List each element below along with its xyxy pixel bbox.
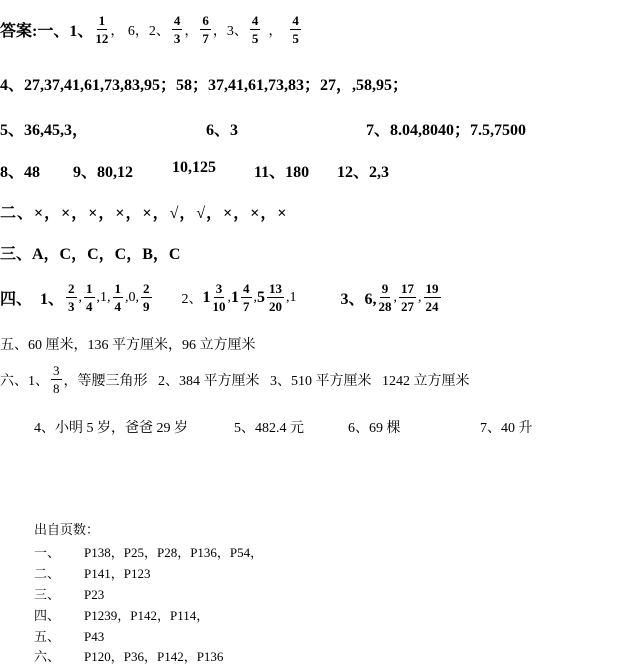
answer-text: 6、69 棵 xyxy=(348,421,401,436)
ref-row: 五、 P43 xyxy=(34,629,105,644)
answer-line-4c xyxy=(172,159,216,177)
answer-text: 9、80,12 xyxy=(73,164,134,181)
answer-text: , xyxy=(418,289,422,305)
answer-text: 5、482.4 元 xyxy=(234,421,304,436)
answer-text: ,1, xyxy=(96,289,111,305)
answer-line-10b xyxy=(234,417,304,437)
answer-line-4e xyxy=(337,159,389,182)
answer-text: 12、2,3 xyxy=(337,164,390,181)
answer-line-8 xyxy=(0,334,256,354)
answer-prefix: 答案:一、1、 xyxy=(0,23,94,40)
answer-line-10c xyxy=(348,417,401,437)
answer-text: 2、 xyxy=(181,291,203,307)
answer-text: ， xyxy=(184,23,199,39)
fraction: $\frac{4}{3}$ xyxy=(173,13,181,46)
answer-line-2 xyxy=(0,72,408,95)
answer-line-10a xyxy=(34,417,188,437)
mixed-number: 1 $\frac{3}{10}$ xyxy=(202,281,226,314)
ref-row: 一、 P138，P25，P28，P136，P54， xyxy=(34,545,264,560)
answer-text: , xyxy=(227,289,232,305)
fraction: $\frac{4}{5}$ xyxy=(292,13,299,46)
fraction: $\frac{4}{5}$ xyxy=(251,13,259,46)
answer-text: 五、60 厘米，136 平方厘米，96 立方厘米 xyxy=(0,338,256,353)
answer-line-4b xyxy=(73,159,133,182)
ref-row: 四、 P1239，P142，P114， xyxy=(34,608,210,623)
answer-text: 10,125 xyxy=(172,159,216,176)
fraction: $\frac{6}{7}$ xyxy=(202,13,209,46)
fraction: $\frac{2}{9}$ xyxy=(143,281,150,314)
ref-row: 三、 P23 xyxy=(34,587,105,602)
answer-text: 3、6, xyxy=(340,291,377,308)
answer-text: 六、1、 xyxy=(0,373,49,389)
answer-text: 4、小明 5 岁，爸爸 29 岁 xyxy=(34,421,188,436)
mixed-number: 5 $\frac{13}{20}$ xyxy=(257,281,283,314)
answer-text: 4、27,37,41,61,73,83,95；58；37,41,61,73,83；27，,58,95； xyxy=(0,77,409,94)
fraction: $\frac{1}{12}$ xyxy=(95,13,109,46)
ref-row: 二、 P141，P123 xyxy=(34,566,151,581)
answer-text: 8、48 xyxy=(0,164,41,181)
answer-text: 二、×，×，×，×，×，√，√，×，×，× xyxy=(0,205,288,222)
ref-row: 六、 P120，P36，P142，P136 xyxy=(34,649,224,664)
answer-text: ,1 xyxy=(286,289,297,305)
answer-text: , xyxy=(78,289,83,305)
answer-line-7 xyxy=(0,282,443,313)
answer-line-3c xyxy=(366,117,526,140)
fraction: $\frac{17}{27}$ xyxy=(401,281,415,314)
answer-line-3 xyxy=(0,117,88,140)
answer-line-5 xyxy=(0,200,288,223)
fraction: $\frac{9}{28}$ xyxy=(378,281,392,314)
fraction: $\frac{3}{8}$ xyxy=(53,363,60,396)
fraction: $\frac{1}{4}$ xyxy=(86,281,93,314)
answer-text: 7、40 升 xyxy=(480,421,533,436)
answer-text: 7、8.04,8040；7.5,7500 xyxy=(366,122,527,139)
answer-line-6 xyxy=(0,241,180,264)
answer-line-4d xyxy=(254,159,309,182)
answer-line-3b xyxy=(206,117,238,140)
answer-text: ，等腰三角形 2、384 平方厘米 3、510 平方厘米 1242 立方厘米 xyxy=(63,373,470,389)
answer-text: 11、180 xyxy=(254,164,310,181)
mixed-number: 1 $\frac{4}{7}$ xyxy=(231,281,250,314)
answer-text: , xyxy=(253,289,258,305)
fraction: $\frac{1}{4}$ xyxy=(114,281,122,314)
answer-line-1 xyxy=(0,14,303,45)
answer-line-4 xyxy=(0,159,40,182)
answer-text: 三、A，C，C，C，B，C xyxy=(0,246,181,263)
refs-title: 出自页数： xyxy=(34,522,100,537)
answer-text: 5、36,45,3， xyxy=(0,122,89,139)
answer-text: , xyxy=(393,289,398,305)
answer-line-10d xyxy=(480,417,533,437)
answer-text: ， 6，2、 xyxy=(110,23,170,39)
answer-text: ， xyxy=(268,23,283,39)
answer-text: 6、3 xyxy=(206,122,239,139)
answer-text: ，3、 xyxy=(212,23,248,39)
answer-text: 四、 1、 xyxy=(0,291,65,308)
answer-text: ,0, xyxy=(125,289,140,305)
fraction: $\frac{2}{3}$ xyxy=(68,281,75,314)
fraction: $\frac{19}{24}$ xyxy=(425,281,439,314)
answer-line-9 xyxy=(0,364,470,395)
